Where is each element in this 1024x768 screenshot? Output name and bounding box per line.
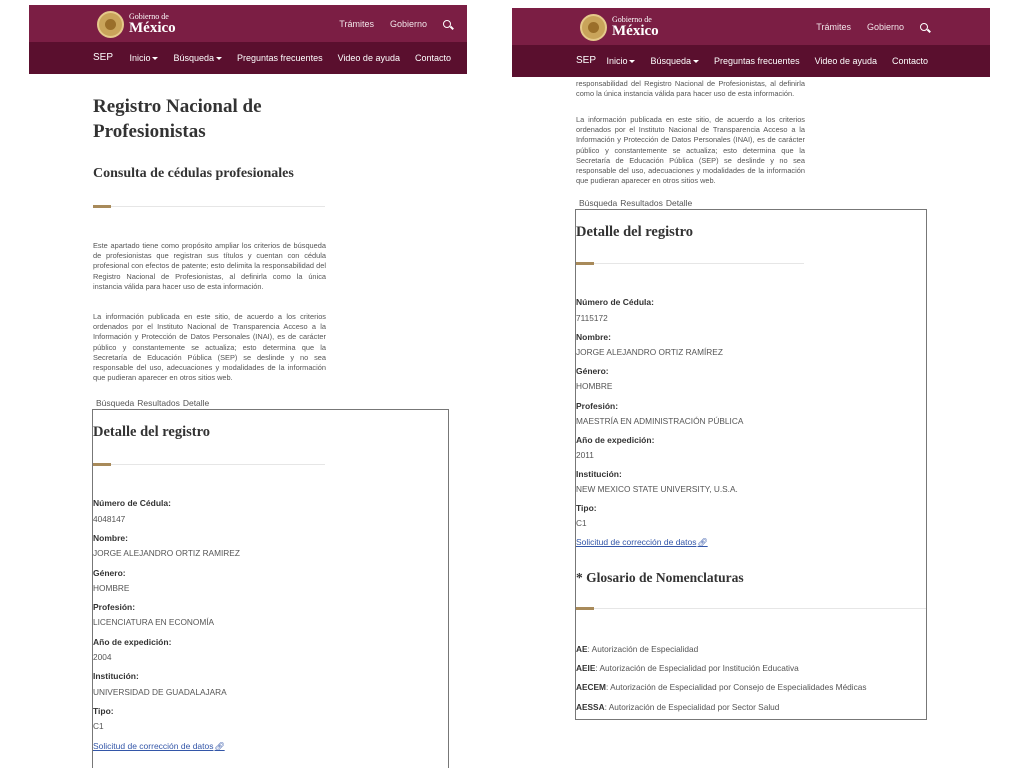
chevron-down-icon — [216, 57, 222, 60]
menu-contacto[interactable]: Contacto — [414, 53, 451, 63]
value-tipo: C1 — [576, 518, 587, 528]
glossary-item — [576, 702, 779, 712]
label-anio: Año de expedición: — [93, 637, 172, 647]
label-tipo: Tipo: — [93, 706, 114, 716]
screenshot-left — [29, 5, 467, 768]
page-subtitle: Consulta de cédulas profesionales — [93, 166, 294, 181]
menu-busqueda-label: Búsqueda — [173, 53, 215, 63]
glossary-text: : Autorización de Especialidad — [587, 644, 699, 654]
menu-preguntas[interactable]: Preguntas frecuentes — [237, 53, 323, 63]
label-institucion: Institución: — [576, 469, 622, 479]
chevron-down-icon — [693, 60, 699, 63]
breadcrumb-detalle: Detalle — [665, 198, 693, 208]
detail-divider — [93, 464, 325, 465]
glossary-code: AE — [576, 644, 588, 654]
menu-inicio-label: Inicio — [606, 56, 628, 66]
menu-inicio-label: Inicio — [129, 53, 151, 63]
detail-title: Detalle del registro — [93, 424, 211, 440]
value-anio: 2011 — [576, 450, 594, 460]
value-profesion: LICENCIATURA EN ECONOMÍA — [93, 617, 215, 627]
correction-link[interactable] — [576, 537, 708, 547]
gov-header — [512, 8, 990, 45]
gobierno-logo[interactable] — [580, 12, 659, 42]
label-genero: Género: — [576, 366, 609, 376]
value-institucion: UNIVERSIDAD DE GUADALAJARA — [93, 687, 227, 697]
value-institucion: NEW MEXICO STATE UNIVERSITY, U.S.A. — [576, 484, 738, 494]
sep-header — [512, 45, 990, 77]
glossary-item — [576, 663, 799, 673]
label-genero: Género: — [93, 568, 126, 578]
gov-nav — [800, 8, 928, 45]
disclaimer-text: La información publicada en este sitio, de acuerdo a los criterios ordenados por el Instituto Nacional de Transparencia Acceso a la Información y Protección de Datos Personales (INAI), es de carácter público y constantemente se actualiza; esto determina que la Secretaría de Educación Pública (SEP) se deslinde y no sea responsable del uso, adecuaciones y modalidades de la información que pudieran aparecer en otros sitios web. — [93, 312, 326, 383]
value-cedula: 4048147 — [93, 514, 126, 524]
value-genero: HOMBRE — [93, 583, 130, 593]
search-icon[interactable] — [443, 20, 451, 28]
sep-nav — [591, 45, 928, 77]
label-institucion: Institución: — [93, 671, 139, 681]
link-icon: 🔗︎ — [214, 742, 225, 751]
menu-inicio[interactable] — [129, 53, 158, 63]
disclaimer-text: La información publicada en este sitio, de acuerdo a los criterios ordenados por el Instituto Nacional de Transparencia Acceso a la Información y Protección de Datos Personales (INAI), es de carácter público y constantemente se actualiza; esto determina que la Secretaría de Educación Pública (SEP) se deslinde y no sea responsable del uso, adecuaciones y modalidades de la información que pudieran aparecer en otros sitios web. — [576, 115, 805, 186]
gov-nav — [323, 5, 451, 42]
page-title — [93, 94, 262, 144]
glossary-text: : Autorización de Especialidad por Institución Educativa — [595, 663, 799, 673]
sep-label[interactable]: SEP — [93, 52, 114, 63]
logo-big-text: México — [129, 19, 176, 36]
nav-tramites[interactable]: Trámites — [816, 21, 851, 32]
glossary-code: AEIE — [576, 663, 596, 673]
search-icon[interactable] — [920, 23, 928, 31]
section-divider — [93, 206, 325, 207]
intro-text-tail: responsabilidad del Registro Nacional de Profesionistas, al definirla como la única instancia válida para hacer uso de esta información. — [576, 79, 805, 99]
label-nombre: Nombre: — [576, 332, 611, 342]
correction-link-label: Solicitud de corrección de datos — [93, 741, 214, 751]
glossary-code: AECEM — [576, 682, 606, 692]
breadcrumb — [96, 398, 212, 408]
nav-tramites[interactable]: Trámites — [339, 18, 374, 29]
correction-link[interactable] — [93, 741, 225, 751]
value-nombre: JORGE ALEJANDRO ORTIZ RAMÍREZ — [576, 347, 723, 357]
menu-busqueda-label: Búsqueda — [650, 56, 692, 66]
chevron-down-icon — [152, 57, 158, 60]
logo-small-text: Gobierno de — [129, 11, 169, 21]
glossary-item — [576, 644, 698, 654]
logo-big-text: México — [612, 22, 659, 39]
logo-small-text: Gobierno de — [612, 14, 652, 24]
label-cedula: Número de Cédula: — [93, 498, 171, 508]
mexico-seal-icon — [97, 11, 124, 38]
label-tipo: Tipo: — [576, 503, 597, 513]
page-title-line2: Profesionistas — [93, 121, 206, 142]
sep-label[interactable]: SEP — [576, 55, 597, 66]
glossary-text: : Autorización de Especialidad por Sector Salud — [604, 702, 780, 712]
link-icon: 🔗︎ — [697, 538, 708, 547]
breadcrumb-resultados[interactable]: Resultados — [620, 198, 663, 208]
glossary-divider — [576, 608, 926, 609]
value-nombre: JORGE ALEJANDRO ORTIZ RAMIREZ — [93, 548, 240, 558]
gobierno-logo[interactable] — [97, 9, 176, 39]
detail-box — [92, 409, 449, 768]
screenshot-right — [512, 8, 990, 720]
menu-video[interactable]: Video de ayuda — [814, 56, 877, 66]
breadcrumb — [579, 198, 695, 208]
menu-contacto[interactable]: Contacto — [891, 56, 928, 66]
glossary-title: * Glosario de Nomenclaturas — [576, 570, 744, 585]
glossary-code: AESSA — [576, 702, 605, 712]
menu-inicio[interactable] — [606, 56, 635, 66]
label-anio: Año de expedición: — [576, 435, 655, 445]
intro-text: Este apartado tiene como propósito ampliar los criterios de búsqueda de profesionistas que registran sus títulos y cuentan con cédula profesional con efectos de patente; esto delimita la responsabilidad del Registro Nacional de Profesionistas, al definirla como la única instancia válida para hacer uso de esta información. — [93, 241, 326, 291]
breadcrumb-busqueda[interactable]: Búsqueda — [96, 398, 135, 408]
label-nombre: Nombre: — [93, 533, 128, 543]
label-cedula: Número de Cédula: — [576, 297, 654, 307]
menu-busqueda[interactable] — [650, 56, 699, 66]
breadcrumb-resultados[interactable]: Resultados — [137, 398, 180, 408]
nav-gobierno[interactable]: Gobierno — [389, 18, 427, 29]
value-tipo: C1 — [93, 721, 104, 731]
page-title-line1: Registro Nacional de — [93, 96, 262, 117]
sep-nav — [114, 42, 451, 74]
glossary-text: : Autorización de Especialidad por Consejo de Especialidades Médicas — [605, 682, 867, 692]
gov-header — [29, 5, 467, 42]
value-profesion: MAESTRÍA EN ADMINISTRACIÓN PÚBLICA — [576, 416, 744, 426]
correction-link-label: Solicitud de corrección de datos — [576, 537, 697, 547]
detail-divider — [576, 263, 804, 264]
menu-busqueda[interactable] — [173, 53, 222, 63]
value-genero: HOMBRE — [576, 381, 613, 391]
mexico-seal-icon — [580, 14, 607, 41]
nav-gobierno[interactable]: Gobierno — [866, 21, 904, 32]
breadcrumb-detalle: Detalle — [182, 398, 210, 408]
value-anio: 2004 — [93, 652, 112, 662]
label-profesion: Profesión: — [93, 602, 136, 612]
chevron-down-icon — [629, 60, 635, 63]
value-cedula: 7115172 — [576, 313, 608, 323]
sep-header — [29, 42, 467, 74]
breadcrumb-busqueda[interactable]: Búsqueda — [579, 198, 618, 208]
label-profesion: Profesión: — [576, 401, 619, 411]
glossary-item — [576, 682, 867, 692]
menu-video[interactable]: Video de ayuda — [337, 53, 400, 63]
menu-preguntas[interactable]: Preguntas frecuentes — [714, 56, 800, 66]
detail-title: Detalle del registro — [576, 224, 694, 240]
